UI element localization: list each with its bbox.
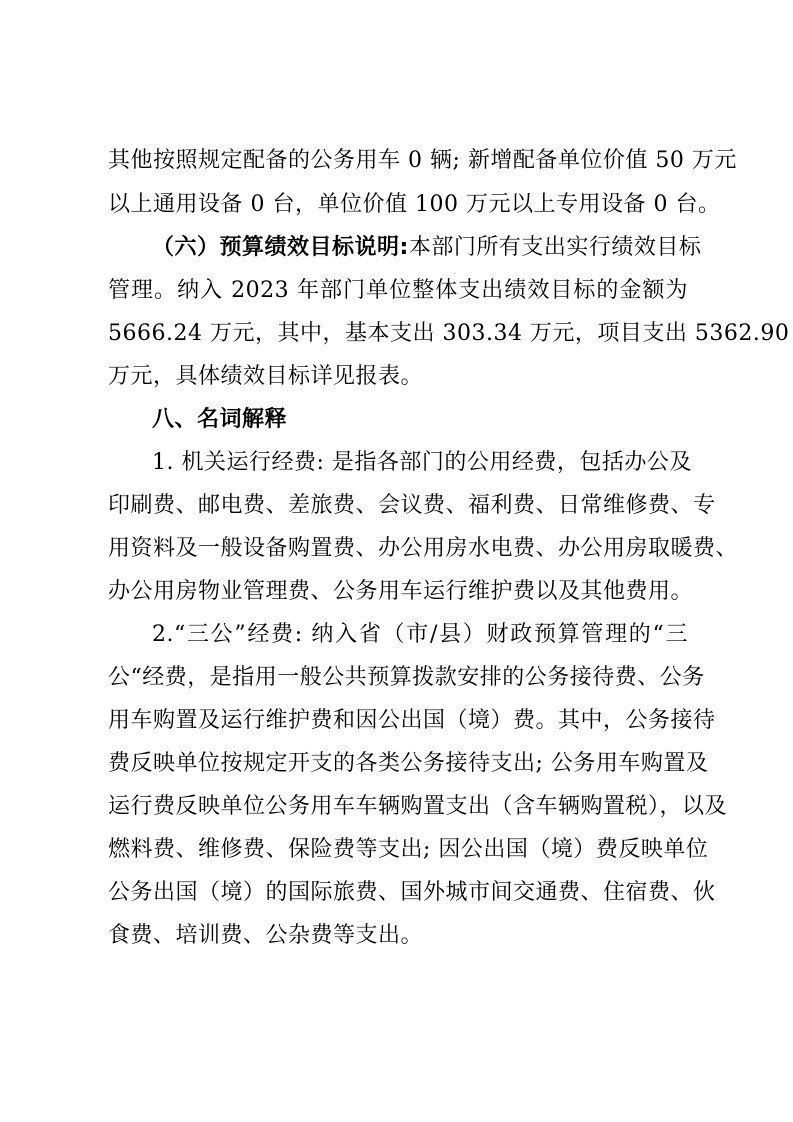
paragraph-line: 1. 机关运行经费: 是指各部门的公用经费，包括办公及: [152, 450, 692, 475]
paragraph-line: 其他按照规定配备的公务用车 0 辆; 新增配备单位价值 50 万元: [108, 148, 737, 173]
paragraph-line: 印刷费、邮电费、差旅费、会议费、福利费、日常维修费、专: [108, 493, 716, 518]
paragraph-line: 2.“三公”经费: 纳入省（市/县）财政预算管理的“三: [152, 622, 688, 647]
paragraph-line: 5666.24 万元，其中，基本支出 303.34 万元，项目支出 5362.90: [108, 321, 790, 346]
paragraph-line: 食费、培训费、公杂费等支出。: [108, 923, 424, 948]
paragraph-line: [152, 233, 702, 263]
section-heading: 八、名词解释: [152, 407, 288, 432]
section-subtitle: （六）预算绩效目标说明:: [152, 235, 409, 260]
paragraph-line: 万元，具体绩效目标详见报表。: [108, 364, 424, 389]
paragraph-line: 以上通用设备 0 台，单位价值 100 万元以上专用设备 0 台。: [108, 192, 721, 217]
paragraph-line: 燃料费、维修费、保险费等支出; 因公出国（境）费反映单位: [108, 837, 709, 862]
paragraph-line: 用资料及一般设备购置费、办公用房水电费、办公用房取暖费、: [108, 536, 739, 561]
paragraph-line: 公务出国（境）的国际旅费、国外城市间交通费、住宿费、伙: [108, 880, 716, 905]
paragraph-line: 办公用房物业管理费、公务用车运行维护费以及其他费用。: [108, 579, 694, 604]
paragraph-line: 管理。纳入 2023 年部门单位整体支出绩效目标的金额为: [108, 278, 688, 303]
paragraph-line: 费反映单位按规定开支的各类公务接待支出; 公务用车购置及: [108, 751, 709, 776]
paragraph-line: 公“经费，是指用一般公共预算拨款安排的公务接待费、公务: [108, 665, 705, 690]
paragraph-line: 用车购置及运行维护费和因公出国（境）费。其中，公务接待: [108, 708, 716, 733]
paragraph-text: 本部门所有支出实行绩效目标: [408, 235, 702, 260]
paragraph-line: 运行费反映单位公务用车车辆购置支出（含车辆购置税），以及: [108, 794, 728, 819]
